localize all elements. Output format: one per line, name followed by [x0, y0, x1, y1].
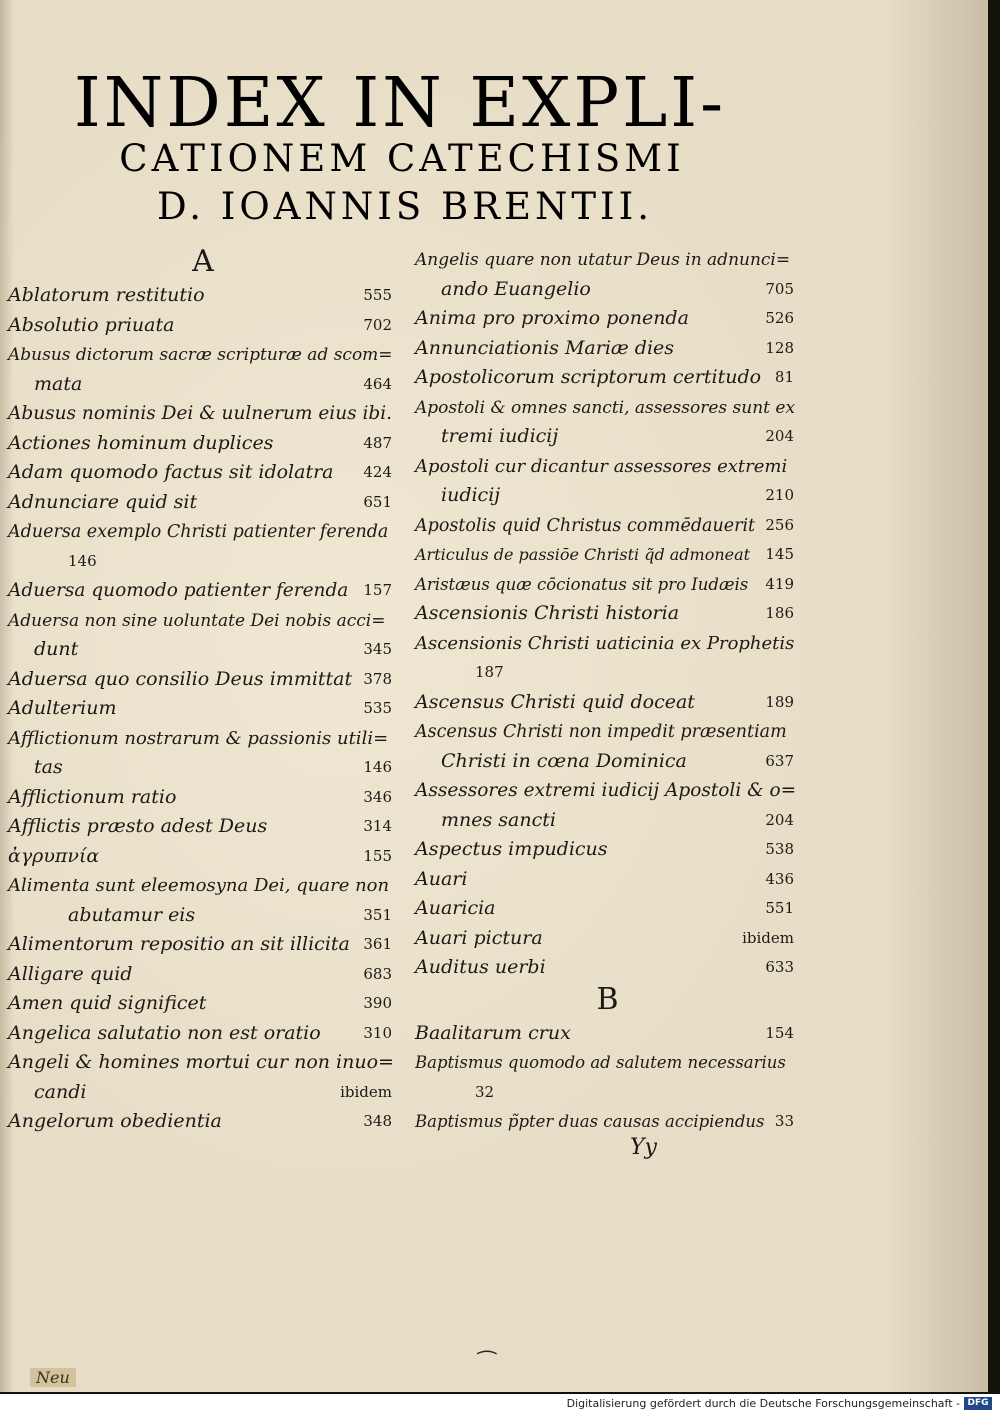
entry-text: Anima pro proximo ponenda — [415, 307, 689, 329]
index-entry — [8, 842, 398, 872]
entry-page-number: 348 — [363, 1112, 392, 1130]
entry-text: Ascensionis Christi historia — [415, 602, 680, 624]
index-entry — [8, 871, 398, 901]
entry-text: Aristæus quæ cōcionatus sit pro Iudæis — [415, 574, 749, 594]
entry-page-number: 555 — [363, 286, 392, 304]
entry-page-number: 81 — [774, 368, 794, 386]
entry-text: 187 — [475, 663, 504, 681]
index-entry — [8, 517, 398, 547]
entry-page-number: 464 — [363, 374, 392, 393]
index-entry — [8, 1107, 398, 1137]
entry-page-number: 155 — [363, 846, 392, 865]
index-entry-page-number — [415, 658, 800, 688]
index-entry — [415, 953, 800, 983]
index-entry — [8, 488, 398, 518]
entry-text: Abusus dictorum sacræ scripturæ ad scom= — [8, 345, 393, 365]
entry-page-number: 154 — [765, 1023, 794, 1042]
entry-page-number: 419 — [765, 574, 794, 593]
index-entry — [415, 717, 800, 747]
index-entry — [8, 281, 398, 311]
index-entry — [8, 1078, 398, 1108]
title-line-3: D. IOANNIS BRENTII. — [156, 185, 654, 228]
entry-text: Adulterium — [8, 697, 117, 719]
entry-text: Afflictionum ratio — [8, 785, 177, 808]
entry-text: tremi iudicij — [441, 425, 559, 447]
entry-text: Adnunciare quid sit — [8, 490, 198, 513]
entry-text: candi — [34, 1080, 87, 1103]
entry-text: 32 — [475, 1082, 495, 1101]
entry-text: ἀγρυπνία — [8, 844, 100, 867]
index-entry — [415, 865, 800, 895]
index-entry — [8, 783, 398, 813]
section-letter-a: A — [192, 244, 214, 279]
entry-text: Articulus de passiōe Christi q̃d admoneat — [415, 545, 751, 564]
index-entry — [415, 894, 800, 924]
title-line-1: INDEX IN EXPLI- — [73, 64, 727, 143]
index-entry — [415, 304, 800, 334]
index-entry — [8, 370, 398, 400]
entry-page-number: 526 — [765, 309, 794, 327]
index-entry — [415, 747, 800, 777]
index-entry — [415, 599, 800, 629]
index-entry — [8, 753, 398, 783]
entry-text: Ascensus Christi non impedit præsentiam — [415, 722, 787, 742]
entry-page-number: 128 — [765, 338, 794, 357]
entry-page-number: 361 — [363, 935, 392, 953]
shelfmark-label: Neu — [30, 1368, 76, 1387]
index-entry — [8, 429, 398, 459]
index-entry — [415, 1019, 800, 1049]
index-entry — [415, 481, 800, 511]
entry-text: Apostoli cur dicantur assessores extremi — [415, 455, 788, 477]
entry-page-number: 145 — [765, 545, 794, 563]
index-entry — [8, 576, 398, 606]
index-entry — [415, 275, 800, 305]
entry-page-number: 146 — [363, 758, 392, 776]
entry-text: Adam quomodo factus sit idolatra — [8, 461, 334, 483]
index-entry — [8, 960, 398, 990]
index-entry — [415, 570, 800, 600]
index-entry — [8, 930, 398, 960]
entry-text: Aspectus impudicus — [415, 838, 608, 860]
entry-text: Apostolicorum scriptorum certitudo — [415, 366, 762, 388]
entry-text: Angelis quare non utatur Deus in adnunci= — [415, 250, 791, 270]
index-entry — [8, 399, 398, 429]
section-letter-b: B — [596, 981, 619, 1017]
entry-page-number: 186 — [765, 604, 794, 622]
entry-page-number: 705 — [765, 279, 794, 298]
entry-page-number: 310 — [363, 1023, 392, 1042]
entry-page-number: 157 — [363, 581, 392, 599]
entry-text: Actiones hominum duplices — [8, 431, 274, 454]
entry-text: Aduersa non sine uoluntate Dei nobis acci= — [8, 610, 386, 631]
entry-text: Angelica salutatio non est oratio — [8, 1021, 321, 1044]
entry-text: Apostolis quid Christus commēdauerit — [415, 515, 756, 536]
entry-text: Auari — [415, 867, 468, 890]
title-line-2: CATIONEM CATECHISMI — [119, 137, 685, 180]
entry-text: Assessores extremi iudicij Apostoli & o= — [415, 780, 797, 801]
index-entry — [8, 635, 398, 665]
index-entry — [415, 629, 800, 659]
entry-text: Baptismus quomodo ad salutem necessarius — [415, 1053, 786, 1072]
entry-text: Auditus uerbi — [415, 956, 546, 978]
index-entry — [415, 511, 800, 541]
entry-page-number: 702 — [363, 315, 392, 334]
entry-page-number: 683 — [363, 964, 392, 983]
entry-text: Alligare quid — [8, 962, 133, 985]
index-entry — [415, 540, 800, 570]
footer-text: Digitalisierung gefördert durch die Deutsche Forschungsgemeinschaft - — [566, 1397, 960, 1410]
index-entry — [415, 245, 800, 275]
entry-text: Ascensus Christi quid doceat — [415, 690, 695, 713]
index-entry — [8, 340, 398, 370]
index-entry-page-number — [8, 547, 398, 577]
entry-text: Alimentorum repositio an sit illicita — [8, 933, 350, 955]
dfg-logo: DFG — [964, 1397, 992, 1410]
entry-text: Abusus nominis Dei & uulnerum eius ibi. — [8, 403, 393, 424]
index-entry — [415, 393, 800, 423]
entry-page-number: 535 — [363, 699, 392, 717]
index-entry — [415, 452, 800, 482]
entry-text: Auari pictura — [415, 926, 543, 949]
index-entry — [415, 776, 800, 806]
entry-page-number: 487 — [363, 433, 392, 452]
entry-text: ando Euangelio — [441, 277, 591, 300]
entry-page-number: 390 — [363, 994, 392, 1012]
entry-text: Alimenta sunt eleemosyna Dei, quare non — [8, 875, 390, 896]
entry-page-number: 345 — [363, 640, 392, 658]
index-entry — [8, 1019, 398, 1049]
entry-text: 146 — [68, 551, 97, 570]
entry-text: Baptismus p̃pter duas causas accipiendus — [415, 1112, 765, 1131]
index-entry-page-number — [415, 1078, 800, 1108]
entry-text: Amen quid significet — [8, 992, 207, 1014]
index-entry — [415, 422, 800, 452]
entry-page-number: 637 — [765, 751, 794, 770]
entry-page-number: 436 — [765, 869, 794, 888]
entry-page-number: 424 — [363, 463, 392, 481]
index-entry — [8, 989, 398, 1019]
index-entry — [8, 665, 398, 695]
entry-page-number: ibidem — [340, 1082, 392, 1101]
index-entry — [415, 334, 800, 364]
page-shadow — [888, 0, 988, 1392]
entry-text: Afflictis præsto adest Deus — [8, 815, 268, 837]
entry-text: Apostoli & omnes sancti, assessores sunt ex — [415, 397, 796, 418]
entry-page-number: 204 — [765, 427, 794, 445]
entry-text: Annunciationis Mariæ dies — [415, 336, 675, 359]
entry-page-number: 551 — [765, 899, 794, 917]
entry-text: Baalitarum crux — [415, 1021, 571, 1044]
index-entry — [415, 688, 800, 718]
index-entry — [8, 311, 398, 341]
entry-page-number: 346 — [363, 787, 392, 806]
entry-text: Absolutio priuata — [8, 313, 175, 336]
index-entry — [415, 363, 800, 393]
entry-text: mata — [34, 372, 83, 395]
entry-text: iudicij — [441, 484, 501, 506]
index-entry — [415, 924, 800, 954]
entry-page-number: 351 — [363, 905, 392, 924]
index-entry — [415, 1048, 800, 1078]
index-entry — [415, 1107, 800, 1137]
entry-page-number: 33 — [774, 1112, 794, 1130]
entry-page-number: 538 — [765, 840, 794, 858]
entry-text: dunt — [34, 638, 79, 660]
index-entry — [415, 835, 800, 865]
entry-page-number: 204 — [765, 810, 794, 829]
entry-text: tas — [34, 756, 63, 778]
entry-text: Auaricia — [415, 897, 496, 919]
entry-text: abutamur eis — [68, 903, 196, 926]
index-entry — [8, 458, 398, 488]
index-entry — [8, 694, 398, 724]
entry-text: Christi in cœna Dominica — [441, 749, 687, 772]
entry-page-number: 210 — [765, 486, 794, 504]
entry-page-number: ibidem — [742, 928, 794, 947]
index-entry — [8, 606, 398, 636]
entry-page-number: 378 — [363, 669, 392, 688]
index-column-right — [415, 245, 800, 1137]
entry-text: mnes sancti — [441, 808, 556, 831]
catchword: Yy — [630, 1135, 657, 1160]
entry-text: Aduersa exemplo Christi patienter ferenda — [8, 522, 389, 542]
index-entry — [8, 724, 398, 754]
index-entry — [8, 812, 398, 842]
entry-text: Ascensionis Christi uaticinia ex Prophetis — [415, 632, 795, 654]
entry-page-number: 651 — [363, 492, 392, 511]
entry-text: Afflictionum nostrarum & passionis utili= — [8, 727, 389, 749]
ornament-icon: ⁀ — [478, 1352, 496, 1377]
entry-text: Ablatorum restitutio — [8, 284, 205, 306]
entry-text: Angelorum obedientia — [8, 1110, 222, 1132]
index-column-left — [8, 245, 398, 1137]
digitization-footer — [0, 1394, 1000, 1413]
entry-page-number: 314 — [363, 817, 392, 835]
entry-text: Aduersa quomodo patienter ferenda — [8, 580, 349, 601]
entry-text: Aduersa quo consilio Deus immittat — [8, 667, 353, 690]
entry-page-number: 633 — [765, 958, 794, 976]
entry-text: Angeli & homines mortui cur non inuo= — [8, 1051, 394, 1073]
index-entry — [8, 1048, 398, 1078]
entry-page-number: 189 — [765, 692, 794, 711]
index-entry — [415, 806, 800, 836]
index-entry — [8, 901, 398, 931]
entry-page-number: 256 — [765, 515, 794, 534]
